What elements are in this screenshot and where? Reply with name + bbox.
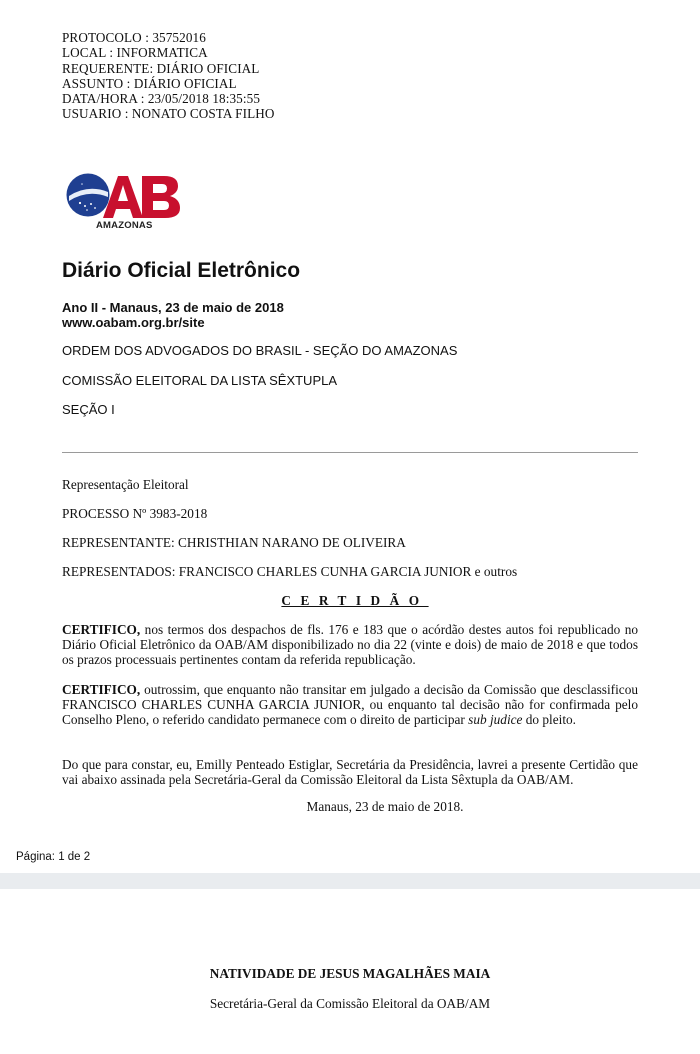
- divider: [62, 452, 638, 453]
- certificate-paragraph-2: [62, 682, 638, 728]
- signatory-role: Secretária-Geral da Comissão Eleitoral da OAB/AM: [209, 996, 491, 1011]
- page-separator: [0, 873, 700, 889]
- section-name: SEÇÃO I: [62, 402, 115, 417]
- user-line: USUARIO : NONATO COSTA FILHO: [62, 106, 275, 122]
- paragraph-2-italic: sub judice: [468, 712, 523, 728]
- oab-logo: [66, 170, 182, 234]
- process-number: PROCESSO Nº 3983-2018: [62, 506, 208, 521]
- certificate-paragraph-1: [62, 622, 638, 668]
- requester-line: REQUERENTE: DIÁRIO OFICIAL: [62, 60, 260, 76]
- certificate-paragraph-3: Do que para constar, eu, Emilly Penteado Estiglar, Secretária da Presidência, lavrei a presente Certidão que vai abaixo assinada pela Secretária-Geral da Comissão Eleitoral da Lista Sêxtupla da OAB/AM.: [62, 757, 638, 788]
- certidao-title: CERTIDÃO: [281, 593, 429, 608]
- paragraph-2-text: outrossim, que enquanto não transitar em julgado a decisão da Comissão que desclassificou FRANCISCO CHARLES CUNHA GARCIA JUNIOR, ou enquanto tal decisão não for confirmada pelo Conselho Pleno, o referido candidato permanece com o direito de participar: [62, 682, 638, 728]
- protocol-line: PROTOCOLO : 35752016: [62, 30, 206, 45]
- logo-subtitle: AMAZONAS: [96, 220, 153, 231]
- paragraph-1-text: nos termos dos despachos de fls. 176 e 183 que o acórdão destes autos foi republicado no Diário Oficial Eletrônico da OAB/AM disponibilizado no dia 22 (vinte e dois) de maio de 2018 e que todos os prazos processuais pertinentes contam da referida republicação.: [62, 622, 638, 668]
- edition-info: [62, 300, 284, 330]
- certificate-date: Manaus, 23 de maio de 2018.: [306, 799, 464, 814]
- paragraph-2-lead: CERTIFICO,: [62, 682, 141, 697]
- edition-line: Ano II - Manaus, 23 de maio de 2018: [62, 300, 284, 315]
- datetime-line: DATA/HORA : 23/05/2018 18:35:55: [62, 91, 261, 107]
- newspaper-title: Diário Oficial Eletrônico: [62, 259, 301, 282]
- subject-line: ASSUNTO : DIÁRIO OFICIAL: [62, 75, 237, 91]
- representante: REPRESENTANTE: CHRISTHIAN NARANO DE OLIVEIRA: [62, 535, 406, 550]
- representados: REPRESENTADOS: FRANCISCO CHARLES CUNHA GARCIA JUNIOR e outros: [62, 564, 518, 579]
- protocol-header: [62, 30, 275, 122]
- site-line: www.oabam.org.br/site: [62, 315, 205, 330]
- org-name: ORDEM DOS ADVOGADOS DO BRASIL - SEÇÃO DO AMAZONAS: [62, 343, 458, 358]
- signatory-name: NATIVIDADE DE JESUS MAGALHÃES MAIA: [209, 966, 491, 981]
- paragraph-2-tail: do pleito.: [522, 712, 577, 728]
- local-line: LOCAL : INFORMATICA: [62, 45, 208, 61]
- paragraph-1-lead: CERTIFICO,: [62, 622, 141, 637]
- case-type: Representação Eleitoral: [62, 477, 189, 492]
- page-number: Página: 1 de 2: [16, 851, 91, 863]
- commission-name: COMISSÃO ELEITORAL DA LISTA SÊXTUPLA: [62, 373, 338, 388]
